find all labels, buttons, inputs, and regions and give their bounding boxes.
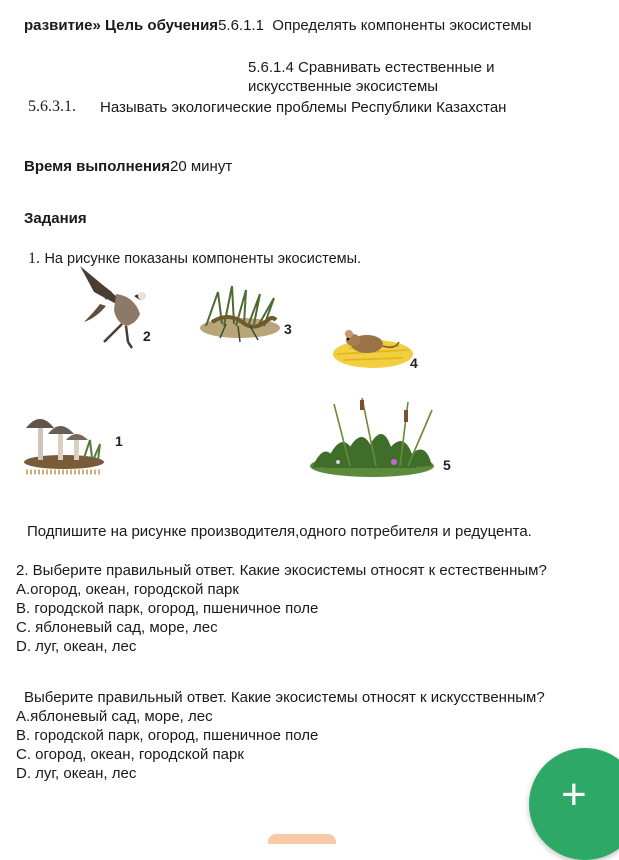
objective-2-line-b: искусственные экосистемы bbox=[248, 78, 439, 95]
task3-option-a: A.яблоневый сад, море, лес bbox=[16, 708, 213, 725]
task1-text: На рисунке показаны компоненты экосистемы. bbox=[44, 251, 362, 266]
task2-option-d: D. луг, океан, лес bbox=[16, 638, 137, 655]
mushrooms-image bbox=[24, 408, 106, 480]
task3-option-d: D. луг, океан, лес bbox=[16, 765, 137, 782]
objective-text-1: Определять компоненты экосистемы bbox=[272, 17, 532, 34]
task2-option-a: A.огород, океан, городской парк bbox=[16, 581, 239, 598]
label-5: 5 bbox=[443, 457, 451, 473]
plus-icon: + bbox=[561, 770, 587, 819]
label-3: 3 bbox=[284, 321, 292, 337]
bottom-peek-element bbox=[268, 834, 336, 844]
time-value: 20 минут bbox=[170, 158, 233, 175]
task2-question: 2. Выберите правильный ответ. Какие экосистемы относят к естественным? bbox=[16, 562, 547, 579]
objective-3-line bbox=[28, 98, 76, 116]
objective-text-3: Называть экологические проблемы Республики Казахстан bbox=[100, 99, 507, 116]
mouse-on-straw-image bbox=[333, 320, 417, 372]
snake-in-grass-image bbox=[198, 282, 284, 344]
task3-option-c: C. огород, океан, городской парк bbox=[16, 746, 244, 763]
learning-objective-line bbox=[24, 17, 532, 34]
label-1: 1 bbox=[115, 433, 123, 449]
task2-option-c: C. яблоневый сад, море, лес bbox=[16, 619, 218, 636]
time-label: Время выполнения bbox=[24, 158, 171, 175]
task3-question: Выберите правильный ответ. Какие экосистемы относят к искусственным? bbox=[24, 689, 545, 706]
tasks-heading: Задания bbox=[24, 210, 87, 227]
task1-number: 1. bbox=[28, 250, 40, 266]
grass-plant-image bbox=[304, 396, 440, 480]
objective-2-line-a: 5.6.1.4 Сравнивать естественные и bbox=[248, 59, 495, 76]
objective-code-1: 5.6.1.1 bbox=[218, 17, 264, 34]
label-4: 4 bbox=[410, 355, 418, 371]
add-button[interactable] bbox=[529, 748, 619, 860]
task2-option-b: B. городской парк, огород, пшеничное поле bbox=[16, 600, 319, 617]
label-2: 2 bbox=[143, 328, 151, 344]
task1-line bbox=[28, 250, 361, 266]
task3-option-b: B. городской парк, огород, пшеничное поле bbox=[16, 727, 319, 744]
time-line bbox=[24, 158, 232, 175]
task1-instruction: Подпишите на рисунке производителя,одного потребителя и редуцента. bbox=[27, 523, 532, 540]
objective-code-3: 5.6.3.1. bbox=[28, 98, 76, 115]
learning-objective-label: развитие» Цель обучения bbox=[24, 17, 219, 34]
